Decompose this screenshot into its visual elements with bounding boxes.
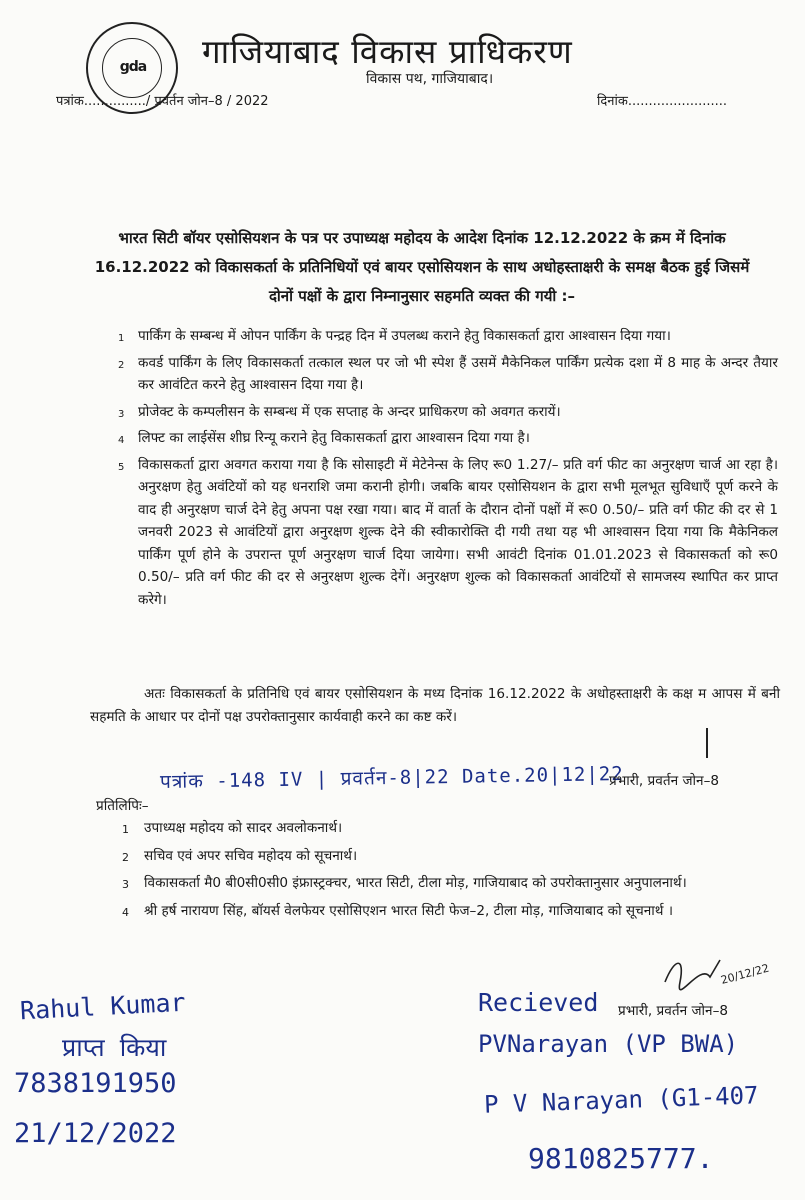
handwritten-reference: पत्रांक -148 IV | प्रवर्तन-8|22 Date.20|12|22 <box>159 762 624 794</box>
list-item <box>118 427 778 450</box>
copy-number: 2 <box>122 850 129 864</box>
point-number: 2 <box>118 359 125 371</box>
point-number: 4 <box>118 435 125 446</box>
handwriting-date: 21/12/2022 <box>14 1118 177 1149</box>
point-text: प्रोजेक्ट के कम्पलीसन के सम्बन्ध में एक सप्ताह के अन्दर प्राधिकरण को अवगत करायें। <box>138 403 561 420</box>
point-text: पार्किंग के सम्बन्ध में ओपन पार्किंग के पन्द्रह दिन में उपलब्ध कराने हेतु विकासकर्ता द्वारा आश्वासन दिया गया। <box>138 328 671 344</box>
conclusion-paragraph: अतः विकासकर्ता के प्रतिनिधि एवं बायर एसोसियशन के मध्य दिनांक 16.12.2022 के अधोहस्ताक्षरी के कक्ष म आपस में बनी सहमति के आधार पर दोनों पक्ष उपरोक्तानुसार कार्यवाही करने का कष्ट करें। <box>90 686 780 725</box>
copy-list <box>122 817 774 927</box>
org-address: विकास पथ, गाजियाबाद। <box>366 71 494 87</box>
list-item <box>118 325 778 348</box>
logo-emblem <box>102 38 162 98</box>
signature-date: 20/12/22 <box>719 961 770 987</box>
copy-text: विकासकर्ता मै0 बी0सी0सी0 इंफ्रास्ट्रक्चर, भारत सिटी, टीला मोड़, गाजियाबाद को उपरोक्तानुसार अनुपालनार्थ। <box>144 875 687 891</box>
copy-text: श्री हर्ष नारायण सिंह, बॉयर्स वेलफेयर एसोसिएशन भारत सिटी फेज–2, टीला मोड़, गाजियाबाद को सूचनार्थ । <box>144 902 673 919</box>
point-text: विकासकर्ता द्वारा अवगत कराया गया है कि सोसाइटी में मेटेनेन्स के लिए रू0 1.27/– प्रति वर्ग फीट का अनुरक्षण चार्ज आ रहा है। अनुरक्षण हेतु अवंटियों को यह धनराशि जमा करानी होगी। जबकि बायर एसोसियशन के द्वारा सभी मूलभूत सुविधाएँ पूर्ण करने के वाद ही अनुरक्षण चार्ज देने हेतु अपना पक्ष रखा गया। बाद में वार्ता के दौरान दोनों पक्षों में रू0 0.50/– प्रति वर्ग फीट की दर से 1 जनवरी 2023 से आवंटियों द्वारा अनुरक्षण शुल्क देने की स्वीकारोक्ति दी गयी तथा यह भी आश्वासन दिया गया कि मैकेनिकल पार्किंग पूर्ण होने के उपरान्त पूर्ण अनुरक्षण चार्ज दिया जायेगा। सभी आवंटी दिनांक 01.01.2023 से विकासकर्ता को रू0 0.50/– प्रति वर्ग फीट की दर से अनुरक्षण शुल्क देगें। अनुरक्षण शुल्क को विकासकर्ता आवंटियों से सामजस्य स्थापित कर प्राप्त करेगे। <box>138 456 778 608</box>
signatory-title: प्रभारी, प्रवर्तन जोन–8 <box>609 773 720 789</box>
copy-heading: प्रतिलिपिः– <box>96 798 149 814</box>
list-item <box>122 845 774 868</box>
list-item <box>122 817 774 840</box>
copy-text: सचिव एवं अपर सचिव महोदय को सूचनार्थ। <box>144 847 358 864</box>
point-number: 5 <box>118 461 125 473</box>
copy-number: 3 <box>122 878 129 891</box>
signature-scribble <box>660 952 770 992</box>
handwriting-phone: 7838191950 <box>14 1068 177 1099</box>
handwriting-received-en: Recieved <box>478 988 599 1017</box>
list-item <box>122 900 774 923</box>
handwriting-received: प्राप्त किया <box>62 1033 167 1062</box>
copy-text: उपाध्यक्ष महोदय को सादर अवलोकनार्थ। <box>144 820 343 836</box>
reference-line: पत्रांक.............../ प्रवर्तन जोन–8 / 2022 <box>56 94 269 109</box>
signatory-title-bottom: प्रभारी, प्रवर्तन जोन–8 <box>618 1003 729 1019</box>
point-number: 3 <box>118 408 125 420</box>
copy-number: 4 <box>122 905 129 919</box>
list-item <box>122 872 774 895</box>
point-number: 1 <box>118 333 125 344</box>
date-line: दिनांक........................ <box>597 94 728 109</box>
handwriting-name: Rahul Kumar <box>19 987 187 1026</box>
point-text: लिफ्ट का लाईसेंस शीघ्र रिन्यू कराने हेतु विकासकर्ता द्वारा आश्वासन दिया गया है। <box>138 430 530 446</box>
agreement-points <box>118 325 778 615</box>
org-title: गाजियाबाद विकास प्राधिकरण <box>202 32 573 71</box>
copy-number: 1 <box>122 823 129 836</box>
handwriting-signatory-2: P V Narayan (G1-407 <box>483 1081 759 1119</box>
list-item <box>118 454 778 612</box>
logo-mark-text: gda <box>119 59 147 75</box>
list-item <box>118 352 778 397</box>
intro-paragraph: भारत सिटी बॉयर एसोसियशन के पत्र पर उपाध्यक्ष महोदय के आदेश दिनांक 12.12.2022 के क्रम में दिनांक 16.12.2022 को विकासकर्ता के प्रतिनिधियों एवं बायर एसोसियशन के साथ अधोहस्ताक्षरी के समक्ष बैठक हुई जिसमें दोनों पक्षों के द्वारा निम्नानुसार सहमति व्यक्त की गयी :– <box>94 229 750 305</box>
handwriting-phone-right: 9810825777. <box>528 1142 714 1175</box>
handwriting-signatory: PVNarayan (VP BWA) <box>478 1030 739 1058</box>
point-text: कवर्ड पार्किंग के लिए विकासकर्ता तत्काल स्थल पर जो भी स्पेश हैं उसमें मैकेनिकल पार्किंग प्रत्येक दशा में 8 माह के अन्दर तैयार कर आवंटित करने हेतु आश्वासन दिया गया है। <box>138 354 778 393</box>
list-item <box>118 401 778 424</box>
signature-mark <box>706 728 708 758</box>
